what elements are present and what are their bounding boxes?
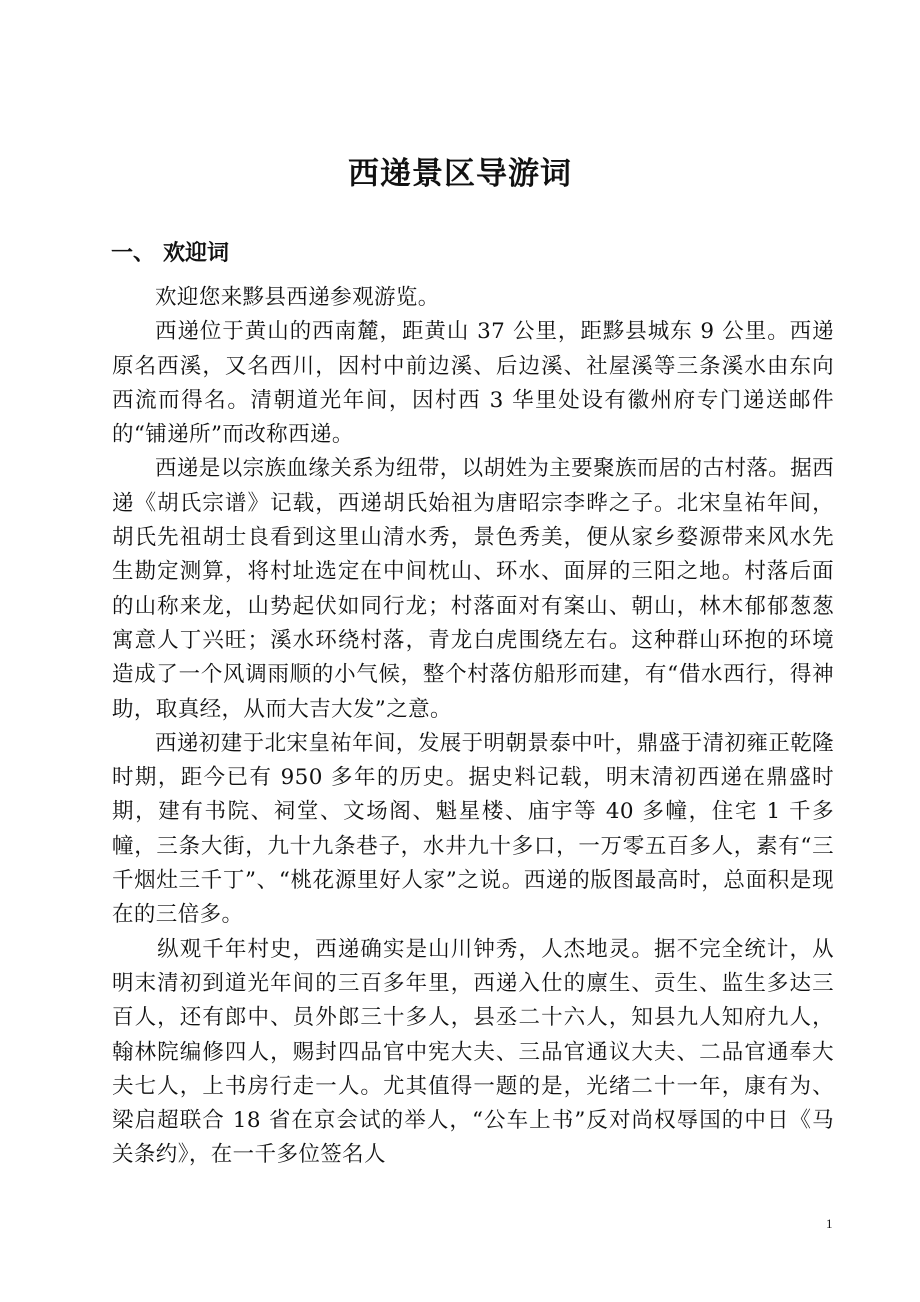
paragraph-clan-history: 西递是以宗族血缘关系为纽带，以胡姓为主要聚族而居的古村落。据西递《胡氏宗谱》记载，西递胡氏始祖为唐昭宗李晔之子。北宋皇祐年间，胡氏先祖胡士良看到这里山清水秀，景色秀美，便从家乡婺源带来风水先生勘定测算，将村址选定在中间枕山、环水、面屏的三阳之地。村落后面的山称来龙，山势起伏如同行龙；村落面对有案山、朝山，林木郁郁葱葱寓意人丁兴旺；溪水环绕村落，青龙白虎围绕左右。这种群山环抱的环境造成了一个风调雨顺的小气候，整个村落仿船形而建，有“借水西行，得神助，取真经，从而大吉大发”之意。 [112,456,834,722]
paragraph-notable-people: 纵观千年村史，西递确实是山川钟秀，人杰地灵。据不完全统计，从明末清初到道光年间的三百多年里，西递入仕的廪生、贡生、监生多达三百人，还有郎中、员外郎三十多人，县丞二十六人，知县九人知府九人，翰林院编修四人，赐封四品官中宪大夫、三品官通议大夫、二品官通奉大夫七人，上书房行走一人。尤其值得一题的是，光绪二十一年，康有为、梁启超联合 18 省在京会试的举人，“公车上书”反对尚权辱国的中日《马关条约》，在一千多位签名人 [112,936,834,1168]
document-body [112,281,834,1173]
paragraph-location: 西递位于黄山的西南麓，距黄山 37 公里，距黟县城东 9 公里。西递原名西溪，又名西川，因村中前边溪、后边溪、社屋溪等三条溪水由东向西流而得名。清朝道光年间，因村西 3 华里处设有徽州府专门递送邮件的“铺递所”而改称西递。 [112,319,834,448]
paragraph-welcome: 欢迎您来黟县西递参观游览。 [155,285,440,310]
section-heading-text: 欢迎词 [163,240,230,266]
page-number: 1 [826,1216,833,1231]
document-title: 西递景区导游词 [348,156,572,192]
section-number: 一、 [111,240,156,266]
section-heading [111,236,229,270]
paragraph-development: 西递初建于北宋皇祐年间，发展于明朝景泰中叶，鼎盛于清初雍正乾隆时期，距今已有 950 多年的历史。据史料记载，明末清初西递在鼎盛时期，建有书院、祠堂、文场阁、魁星楼、庙宇等 40 多幢，住宅 1 千多幢，三条大街，九十九条巷子，水井九十多口，一万零五百多人，素有“三千烟灶三千丁”、“桃花源里好人家”之说。西递的版图最高时，总面积是现在的三倍多。 [112,730,834,928]
